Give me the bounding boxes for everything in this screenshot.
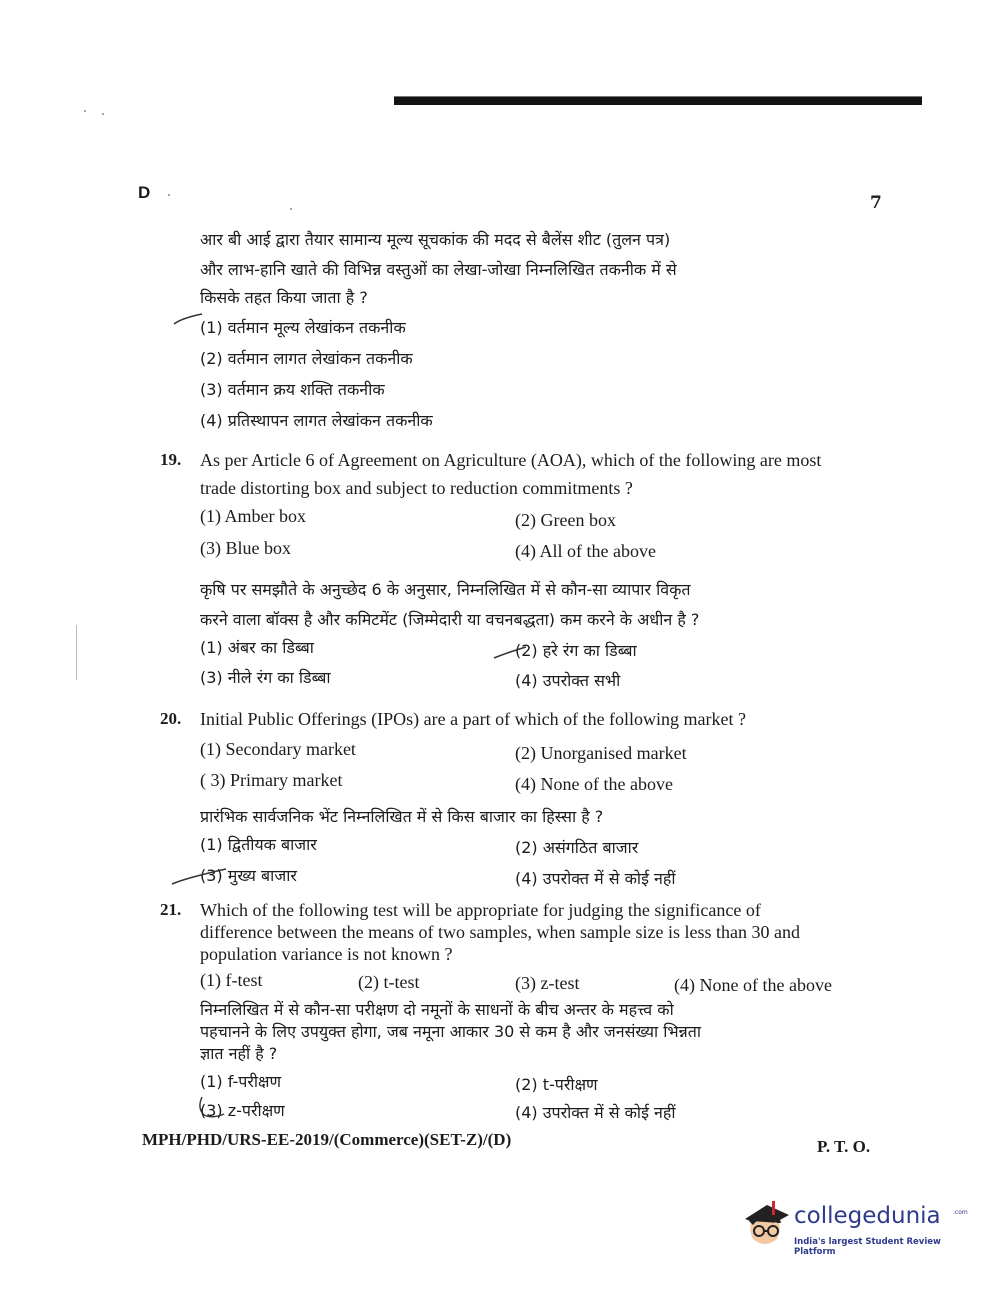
option-1: (1) f-test bbox=[200, 970, 263, 990]
question-hindi-line: कृषि पर समझौते के अनुच्छेद 6 के अनुसार, निम्नलिखित में से कौन-सा व्यापार विकृत bbox=[200, 580, 691, 599]
question-text-line: difference between the means of two samples, when sample size is less than 30 and bbox=[200, 922, 800, 942]
hindi-option-4: (4) उपरोक्त में से कोई नहीं bbox=[515, 1103, 676, 1122]
option-3: (3) z-test bbox=[515, 973, 580, 993]
answer-tick-mark bbox=[492, 645, 528, 661]
option-2: (2) t-test bbox=[358, 972, 420, 992]
scan-speck bbox=[84, 110, 86, 112]
please-turn-over: P. T. O. bbox=[817, 1137, 871, 1156]
question-number: 20. bbox=[160, 709, 182, 728]
option-3: ( 3) Primary market bbox=[200, 770, 343, 790]
question-text-line: Initial Public Offerings (IPOs) are a part of which of the following market ? bbox=[200, 709, 747, 729]
hindi-option-3: (3) मुख्य बाजार bbox=[200, 866, 297, 885]
hindi-option-1: (1) अंबर का डिब्बा bbox=[200, 638, 314, 657]
hindi-option-3: (3) नीले रंग का डिब्बा bbox=[200, 668, 331, 687]
option-2: (2) Green box bbox=[515, 510, 616, 530]
question-text-line: आर बी आई द्वारा तैयार सामान्य मूल्य सूचकांक की मदद से बैलेंस शीट (तुलन पत्र) bbox=[200, 230, 671, 249]
option-1: (1) वर्तमान मूल्य लेखांकन तकनीक bbox=[200, 318, 406, 337]
question-number: 19. bbox=[160, 450, 182, 469]
hindi-option-3: (3) z-परीक्षण bbox=[200, 1101, 285, 1120]
question-number: 21. bbox=[160, 900, 182, 919]
question-hindi-line: प्रारंभिक सार्वजनिक भेंट निम्नलिखित में से किस बाजार का हिस्सा है ? bbox=[200, 807, 604, 826]
option-4: (4) All of the above bbox=[515, 541, 656, 561]
hindi-option-4: (4) उपरोक्त सभी bbox=[515, 671, 621, 690]
question-text-line: population variance is not known ? bbox=[200, 944, 453, 964]
question-text-line: और लाभ-हानि खाते की विभिन्न वस्तुओं का लेखा-जोखा निम्नलिखित तकनीक में से bbox=[200, 260, 677, 279]
question-text-line: trade distorting box and subject to reduction commitments ? bbox=[200, 478, 633, 498]
option-1: (1) Amber box bbox=[200, 506, 306, 526]
option-3: (3) वर्तमान क्रय शक्ति तकनीक bbox=[200, 380, 385, 399]
paper-code: MPH/PHD/URS-EE-2019/(Commerce)(SET-Z)/(D) bbox=[142, 1130, 512, 1149]
brand-tld: .com bbox=[953, 1209, 968, 1216]
hindi-option-1: (1) द्वितीयक बाजार bbox=[200, 835, 317, 854]
scan-speck bbox=[102, 113, 104, 115]
option-3: (3) Blue box bbox=[200, 538, 291, 558]
scan-mark bbox=[76, 625, 77, 680]
set-letter: D bbox=[138, 183, 151, 202]
hindi-option-1: (1) f-परीक्षण bbox=[200, 1072, 282, 1091]
question-text-line: As per Article 6 of Agreement on Agriculture (AOA), which of the following are most bbox=[200, 450, 822, 470]
hindi-option-2: (2) असंगठित बाजार bbox=[515, 838, 639, 857]
hindi-option-4: (4) उपरोक्त में से कोई नहीं bbox=[515, 869, 676, 888]
option-2: (2) Unorganised market bbox=[515, 743, 687, 763]
option-1: (1) Secondary market bbox=[200, 739, 356, 759]
hindi-option-2: (2) हरे रंग का डिब्बा bbox=[515, 641, 637, 660]
option-4: (4) None of the above bbox=[515, 774, 673, 794]
brand-tagline: India's largest Student Review Platform bbox=[794, 1237, 941, 1257]
question-hindi-line: ज्ञात नहीं है ? bbox=[200, 1044, 278, 1063]
header-rule bbox=[394, 97, 922, 105]
question-text-line: Which of the following test will be appropriate for judging the significance of bbox=[200, 900, 761, 920]
option-2: (2) वर्तमान लागत लेखांकन तकनीक bbox=[200, 349, 413, 368]
collegedunia-watermark bbox=[737, 1197, 968, 1257]
question-hindi-line: करने वाला बॉक्स है और कमिटमेंट (जिम्मेदारी या वचनबद्धता) कम करने के अधीन है ? bbox=[200, 610, 700, 629]
option-4: (4) None of the above bbox=[674, 975, 832, 995]
brand-name: collegedunia bbox=[794, 1203, 941, 1229]
scan-speck bbox=[290, 208, 292, 210]
answer-circle-mark bbox=[196, 1094, 226, 1120]
answer-tick-mark bbox=[172, 312, 204, 328]
hindi-option-2: (2) t-परीक्षण bbox=[515, 1075, 598, 1094]
page-number: 7 bbox=[870, 193, 882, 213]
scan-speck bbox=[168, 194, 170, 196]
option-4: (4) प्रतिस्थापन लागत लेखांकन तकनीक bbox=[200, 411, 433, 430]
question-hindi-line: पहचानने के लिए उपयुक्त होगा, जब नमूना आकार 30 से कम है और जनसंख्या भिन्नता bbox=[200, 1022, 702, 1041]
answer-tick-mark bbox=[170, 866, 228, 888]
question-hindi-line: निम्नलिखित में से कौन-सा परीक्षण दो नमूनों के साधनों के बीच अन्तर के महत्त्व को bbox=[200, 1000, 674, 1019]
question-text-line: किसके तहत किया जाता है ? bbox=[200, 288, 368, 307]
mascot-icon bbox=[737, 1197, 793, 1253]
